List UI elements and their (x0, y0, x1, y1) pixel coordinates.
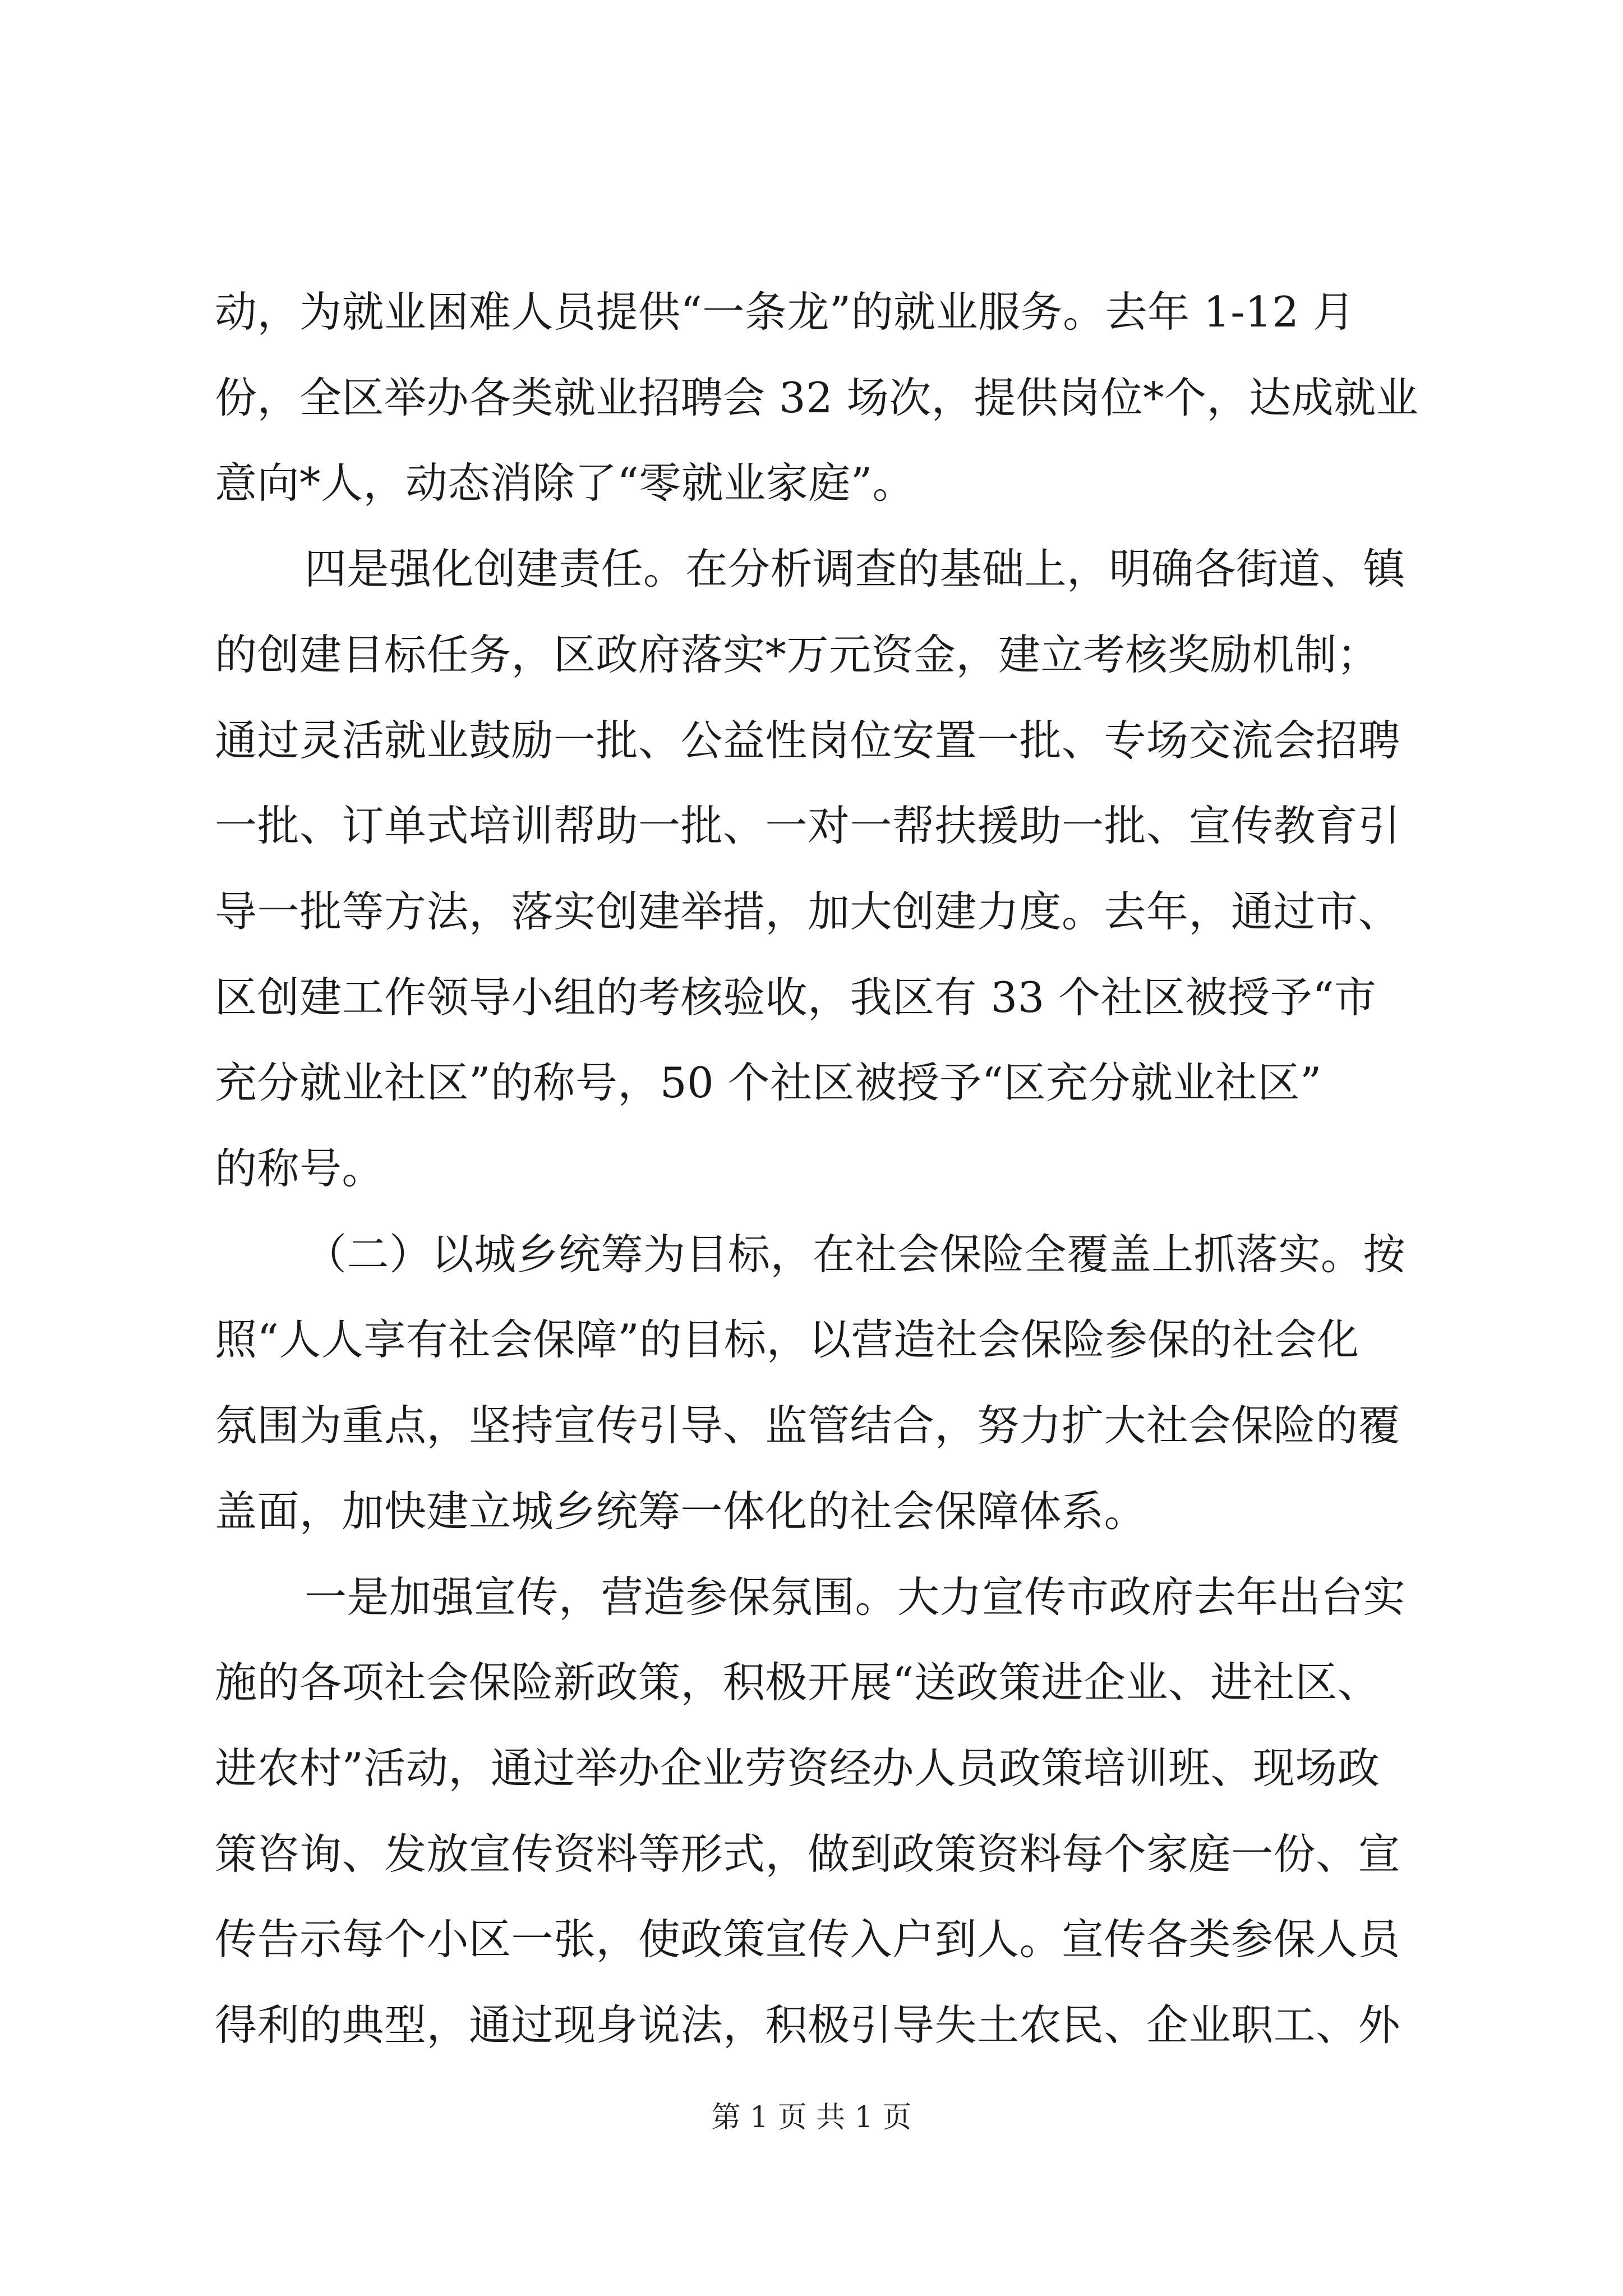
text-line: 盖面，加快建立城乡统筹一体化的社会保障体系。 (215, 1487, 1147, 1536)
text-line: 份，全区举办各类就业招聘会 32 场次，提供岗位*个，达成就业 (215, 373, 1419, 422)
page-footer (0, 2098, 1623, 2137)
text-line: 氛围为重点，坚持宣传引导、监管结合，努力扩大社会保险的覆 (215, 1401, 1401, 1450)
text-line: （二）以城乡统筹为目标，在社会保险全覆盖上抓落实。按 (305, 1230, 1406, 1279)
text-line: 区创建工作领导小组的考核验收，我区有 33 个社区被授予“市 (215, 973, 1377, 1022)
text-line: 照“人人享有社会保障”的目标，以营造社会保险参保的社会化 (215, 1315, 1359, 1364)
text-line: 策咨询、发放宣传资料等形式，做到政策资料每个家庭一份、宣 (215, 1829, 1401, 1879)
text-line: 一批、订单式培训帮助一批、一对一帮扶援助一批、宣传教育引 (215, 801, 1401, 850)
text-line: 的创建目标任务，区政府落实*万元资金，建立考核奖励机制； (215, 630, 1380, 679)
text-line: 得利的典型，通过现身说法，积极引导失土农民、企业职工、外 (215, 2000, 1401, 2050)
text-line: 进农村”活动，通过举办企业劳资经办人员政策培训班、现场政 (215, 1743, 1380, 1793)
text-line: 意向*人，动态消除了“零就业家庭”。 (215, 458, 915, 508)
text-line: 传告示每个小区一张，使政策宣传入户到人。宣传各类参保人员 (215, 1915, 1401, 1964)
text-line: 施的各项社会保险新政策，积极开展“送政策进企业、进社区、 (215, 1658, 1380, 1707)
text-line: 充分就业社区”的称号，50 个社区被授予“区充分就业社区” (215, 1058, 1322, 1107)
text-line: 导一批等方法，落实创建举措，加大创建力度。去年，通过市、 (215, 887, 1401, 936)
text-line: 四是强化创建责任。在分析调查的基础上，明确各街道、镇 (305, 544, 1406, 593)
text-line: 通过灵活就业鼓励一批、公益性岗位安置一批、专场交流会招聘 (215, 716, 1401, 765)
text-line: 一是加强宣传，营造参保氛围。大力宣传市政府去年出台实 (305, 1572, 1406, 1622)
text-line: 动，为就业困难人员提供“一条龙”的就业服务。去年 1-12 月 (215, 287, 1355, 337)
page-number-label: 第 1 页 共 1 页 (711, 2101, 912, 2134)
text-line: 的称号。 (215, 1144, 385, 1193)
